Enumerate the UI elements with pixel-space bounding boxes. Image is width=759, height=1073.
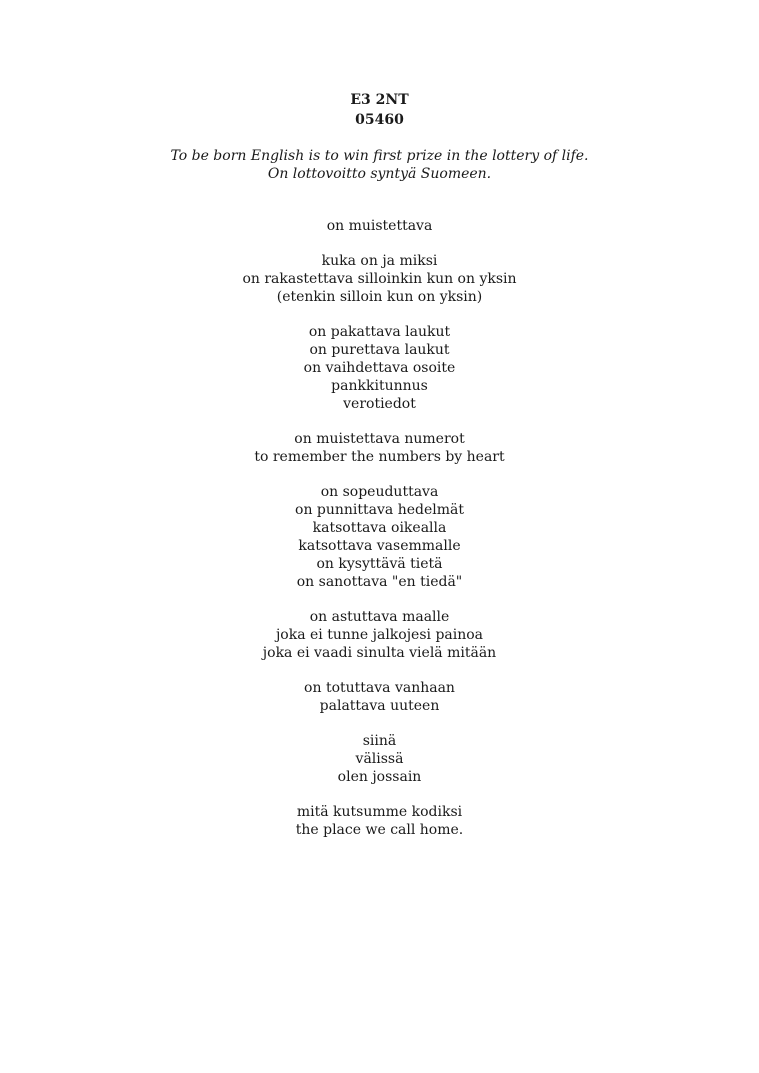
poem-line: on purettava laukut <box>309 342 450 358</box>
poem-line: katsottava oikealla <box>312 520 447 536</box>
poem-line: olen jossain <box>337 769 422 785</box>
poem-line: välissä <box>355 751 404 767</box>
stanza <box>0 483 759 591</box>
poem-line: on muistettava numerot <box>294 431 465 447</box>
poem-line: on kysyttävä tietä <box>316 556 443 572</box>
poem-line: on sanottava "en tiedä" <box>296 574 463 590</box>
title-block <box>0 90 759 130</box>
poem-body <box>0 217 759 856</box>
poem-line: mitä kutsumme kodiksi <box>296 804 463 820</box>
stanza <box>0 323 759 413</box>
poem-line: on punnittava hedelmät <box>295 502 464 518</box>
title-line: E3 2NT <box>350 92 409 108</box>
poem-line: on muistettava <box>326 218 433 234</box>
stanza <box>0 732 759 786</box>
epigraph-line: On lottovoitto syntyä Suomeen. <box>267 166 492 182</box>
poem-line: kuka on ja miksi <box>321 253 438 269</box>
poem-line: on sopeuduttava <box>320 484 439 500</box>
epigraph-line: To be born English is to win first prize in the lottery of life. <box>170 148 589 164</box>
poem-line: katsottava vasemmalle <box>298 538 461 554</box>
epigraph <box>0 147 759 183</box>
poem-line: on pakattava laukut <box>308 324 451 340</box>
poem-line: on vaihdettava osoite <box>303 360 456 376</box>
poem-line: (etenkin silloin kun on yksin) <box>276 289 483 305</box>
stanza <box>0 252 759 306</box>
poem-line: on rakastettava silloinkin kun on yksin <box>242 271 517 287</box>
stanza <box>0 608 759 662</box>
poem-line: the place we call home. <box>295 822 464 838</box>
stanza <box>0 679 759 715</box>
poem-line: on astuttava maalle <box>309 609 450 625</box>
stanza <box>0 430 759 466</box>
poem-line: palattava uuteen <box>319 698 440 714</box>
poem-line: joka ei tunne jalkojesi painoa <box>275 627 484 643</box>
poem-line: verotiedot <box>343 396 416 412</box>
poem-line: to remember the numbers by heart <box>254 449 505 465</box>
stanza <box>0 803 759 839</box>
poem-line: on totuttava vanhaan <box>304 680 455 696</box>
poem-line: siinä <box>362 733 397 749</box>
poem-line: joka ei vaadi sinulta vielä mitään <box>262 645 497 661</box>
poem-line: pankkitunnus <box>331 378 428 394</box>
stanza <box>0 217 759 235</box>
title-number: 05460 <box>355 112 404 128</box>
